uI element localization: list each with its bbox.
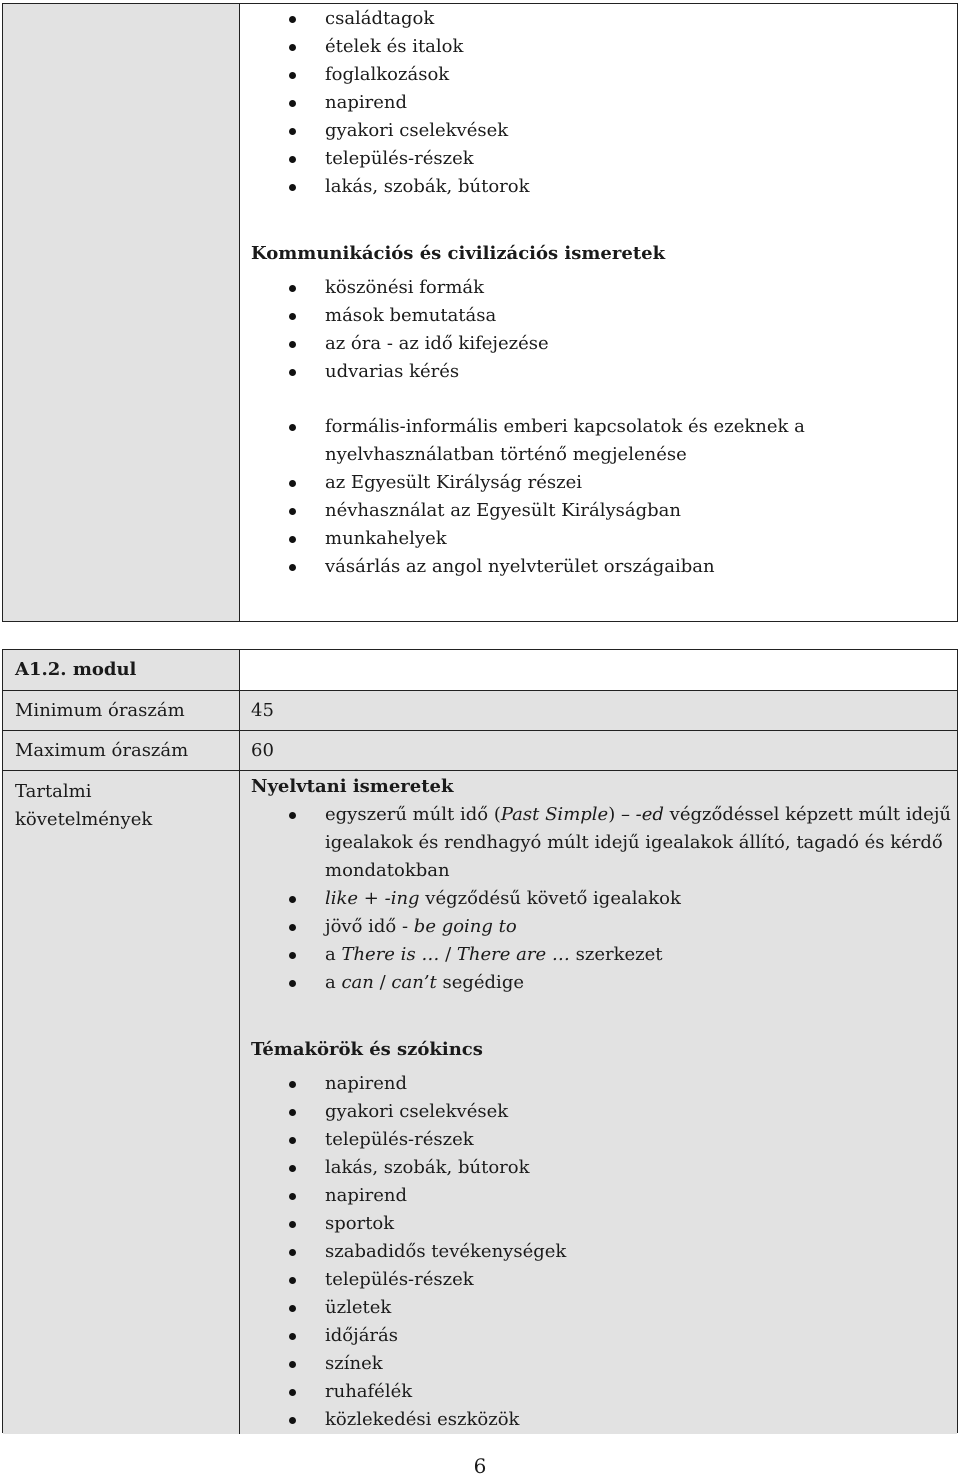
bullet-icon — [289, 896, 296, 903]
list-item: udvarias kérés — [325, 361, 460, 382]
bullet-icon — [289, 924, 296, 931]
bullet-icon — [289, 980, 296, 987]
bullet-icon — [289, 1137, 296, 1144]
min-hours-value: 45 — [251, 700, 274, 721]
bullet-icon — [289, 952, 296, 959]
max-hours-value: 60 — [251, 740, 274, 761]
list-item: időjárás — [325, 1325, 399, 1346]
list-item: település-részek — [325, 148, 474, 169]
bullet-icon — [289, 369, 296, 376]
list-item: családtagok — [325, 8, 435, 29]
list-item: lakás, szobák, bútorok — [325, 1157, 530, 1178]
bullet-icon — [289, 341, 296, 348]
list-item: a There is … / There are … szerkezet — [325, 944, 663, 965]
bullet-icon — [289, 16, 296, 23]
list-item-continuation: nyelvhasználatban történő megjelenése — [325, 444, 687, 465]
bullet-icon — [289, 1249, 296, 1256]
bullet-icon — [289, 156, 296, 163]
bullet-icon — [289, 1081, 296, 1088]
bullet-icon — [289, 72, 296, 79]
list-item: névhasználat az Egyesült Királyságban — [325, 500, 681, 521]
list-item: ételek és italok — [325, 36, 464, 57]
bullet-icon — [289, 1417, 296, 1424]
page-number: 6 — [473, 1454, 487, 1476]
topics-heading: Témakörök és szókincs — [251, 1039, 483, 1060]
bullet-icon — [289, 100, 296, 107]
list-item: napirend — [325, 92, 407, 113]
list-item: település-részek — [325, 1269, 474, 1290]
list-item: szabadidős tevékenységek — [325, 1241, 567, 1262]
list-item: köszönési formák — [325, 277, 485, 298]
bullet-icon — [289, 184, 296, 191]
bullet-icon — [289, 812, 296, 819]
bullet-icon — [289, 564, 296, 571]
list-item: formális-informális emberi kapcsolatok és ezeknek a — [325, 416, 805, 437]
bullet-icon — [289, 128, 296, 135]
bullet-icon — [289, 536, 296, 543]
module-title-row — [3, 650, 957, 691]
grammar-heading: Nyelvtani ismeretek — [251, 776, 454, 797]
table-label-cell — [3, 4, 240, 621]
list-item: jövő idő - be going to — [325, 916, 517, 937]
list-item: napirend — [325, 1073, 407, 1094]
list-item: vásárlás az angol nyelvterület országaiban — [325, 556, 715, 577]
list-item: gyakori cselekvések — [325, 1101, 509, 1122]
section-heading: Kommunikációs és civilizációs ismeretek — [251, 243, 666, 264]
bullet-icon — [289, 480, 296, 487]
list-item: az óra - az idő kifejezése — [325, 333, 549, 354]
content-label: Tartalmi — [15, 781, 92, 802]
list-item: üzletek — [325, 1297, 392, 1318]
list-item: foglalkozások — [325, 64, 450, 85]
list-item: like + -ing végződésű követő igealakok — [325, 888, 681, 909]
list-item: a can / can’t segédige — [325, 972, 524, 993]
bullet-icon — [289, 508, 296, 515]
list-item: közlekedési eszközök — [325, 1409, 520, 1430]
list-item: gyakori cselekvések — [325, 120, 509, 141]
min-hours-label: Minimum óraszám — [15, 700, 185, 721]
list-item: lakás, szobák, bútorok — [325, 176, 530, 197]
bullet-icon — [289, 1333, 296, 1340]
bullet-icon — [289, 1193, 296, 1200]
module-title: A1.2. modul — [15, 659, 137, 680]
bullet-icon — [289, 424, 296, 431]
bullet-icon — [289, 1277, 296, 1284]
bullet-icon — [289, 1305, 296, 1312]
list-item: színek — [325, 1353, 383, 1374]
list-item: munkahelyek — [325, 528, 447, 549]
max-hours-label: Maximum óraszám — [15, 740, 189, 761]
list-item: napirend — [325, 1185, 407, 1206]
bullet-icon — [289, 313, 296, 320]
list-item: egyszerű múlt idő (Past Simple) – -ed végződéssel képzett múlt idejű — [325, 804, 951, 825]
list-item: mások bemutatása — [325, 305, 497, 326]
bullet-icon — [289, 44, 296, 51]
list-item: sportok — [325, 1213, 395, 1234]
bullet-icon — [289, 1361, 296, 1368]
bullet-icon — [289, 1165, 296, 1172]
bullet-icon — [289, 1221, 296, 1228]
bullet-icon — [289, 285, 296, 292]
bullet-icon — [289, 1389, 296, 1396]
content-label-line2: követelmények — [15, 809, 153, 830]
list-item-continuation: igealakok és rendhagyó múlt idejű igealakok állító, tagadó és kérdő — [325, 832, 943, 853]
bullet-icon — [289, 1109, 296, 1116]
list-item: az Egyesült Királyság részei — [325, 472, 583, 493]
list-item-continuation: mondatokban — [325, 860, 450, 881]
list-item: település-részek — [325, 1129, 474, 1150]
list-item: ruhafélék — [325, 1381, 413, 1402]
